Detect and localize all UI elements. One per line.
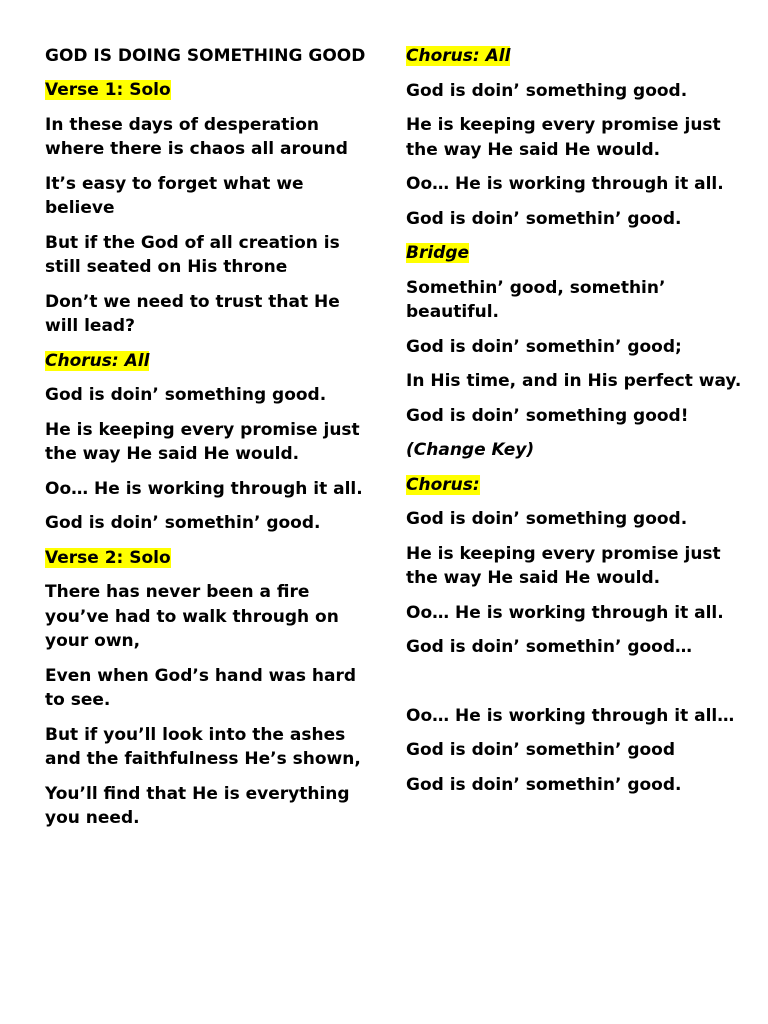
lyric-line-text: Even when God’s hand was hard to see. [45, 665, 362, 710]
song-title-text: GOD IS DOING SOMETHING GOOD [45, 46, 366, 66]
lyric-line-text: God is doin’ something good. [406, 509, 688, 529]
section-heading [45, 78, 375, 103]
section-heading [406, 241, 746, 266]
lyric-line-text: There has never been a fire you’ve had to walk through on your own, [45, 582, 345, 651]
lyric-line [406, 507, 746, 532]
lyric-line [406, 79, 746, 104]
lyric-line-text: God is doin’ somethin’ good; [406, 336, 682, 357]
lyric-line-text: But if the God of all creation is still seated on His throne [45, 232, 346, 277]
lyric-line-text: God is doin’ something good. [406, 80, 688, 101]
lyric-line [406, 542, 746, 591]
blank-line [406, 670, 746, 704]
section-heading [45, 546, 375, 571]
lyric-line [406, 335, 746, 360]
lyric-line [45, 580, 375, 654]
section-heading-text: Bridge [406, 243, 470, 263]
lyric-line [406, 601, 746, 626]
section-heading-text: Chorus: All [406, 46, 511, 66]
song-title [45, 44, 375, 68]
lyric-line-text: Oo… He is working through it all. [406, 602, 724, 623]
lyric-line [406, 773, 746, 798]
lyric-line-text: God is doin’ somethin’ good. [406, 208, 682, 229]
lyric-line [45, 172, 375, 221]
lyric-line [45, 723, 375, 772]
lyric-line-text: It’s easy to forget what we believe [45, 173, 310, 218]
lyric-line-text: Oo… He is working through it all. [406, 174, 724, 194]
lyric-line [45, 113, 375, 162]
lyric-line-text: God is doin’ somethin’ good. [406, 774, 682, 795]
lyric-line-text: God is doin’ somethin’ good… [406, 637, 693, 657]
lyric-line-text: God is doin’ something good. [45, 385, 327, 405]
lyric-line-text: Oo… He is working through it all. [45, 478, 363, 499]
lyric-line-text: Oo… He is working through it all… [406, 705, 735, 726]
lyric-line [406, 113, 746, 162]
lyric-line [45, 231, 375, 280]
lyric-line [45, 477, 375, 502]
lyric-line [45, 290, 375, 339]
lyric-line [45, 782, 375, 831]
lyric-line [45, 383, 375, 408]
right-column [406, 44, 746, 807]
lyric-line [45, 418, 375, 467]
lyric-line-text: God is doin’ something good! [406, 405, 689, 426]
section-heading-text: Chorus: [406, 474, 480, 495]
lyric-line-text: In these days of desperation where there is chaos all around [45, 114, 348, 159]
lyric-line-text: But if you’ll look into the ashes and the faithfulness He’s shown, [45, 724, 361, 769]
lyric-line [406, 404, 746, 429]
lyric-line [45, 511, 375, 536]
lyric-line-text: Don’t we need to trust that He will lead? [45, 291, 346, 336]
lyric-line-text: God is doin’ somethin’ good. [45, 513, 321, 533]
lyric-line-text: Somethin’ good, somethin’ beautiful. [406, 277, 672, 322]
performance-note [406, 438, 746, 463]
lyric-line-text: In His time, and in His perfect way. [406, 371, 742, 391]
lyric-line-text: He is keeping every promise just the way He said He would. [406, 543, 727, 588]
left-column [45, 44, 375, 841]
lyric-line [406, 172, 746, 197]
section-heading [406, 44, 746, 69]
section-heading-text: Chorus: All [45, 350, 150, 371]
section-heading [45, 349, 375, 374]
lyric-line [406, 369, 746, 394]
lyric-line-text: He is keeping every promise just the way He said He would. [406, 115, 727, 160]
lyric-line [45, 664, 375, 713]
lyric-line [406, 704, 746, 729]
lyric-line-text: God is doin’ somethin’ good [406, 740, 676, 760]
section-heading [406, 473, 746, 498]
lyric-line [406, 635, 746, 660]
lyric-line-text: You’ll find that He is everything you need. [45, 783, 356, 828]
section-heading-text: Verse 2: Solo [45, 547, 171, 568]
section-heading-text: Verse 1: Solo [45, 80, 171, 100]
lyric-line [406, 276, 746, 325]
performance-note-text: (Change Key) [406, 440, 535, 460]
lyric-line-text: He is keeping every promise just the way He said He would. [45, 419, 366, 464]
lyric-line [406, 207, 746, 232]
lyric-line [406, 738, 746, 763]
